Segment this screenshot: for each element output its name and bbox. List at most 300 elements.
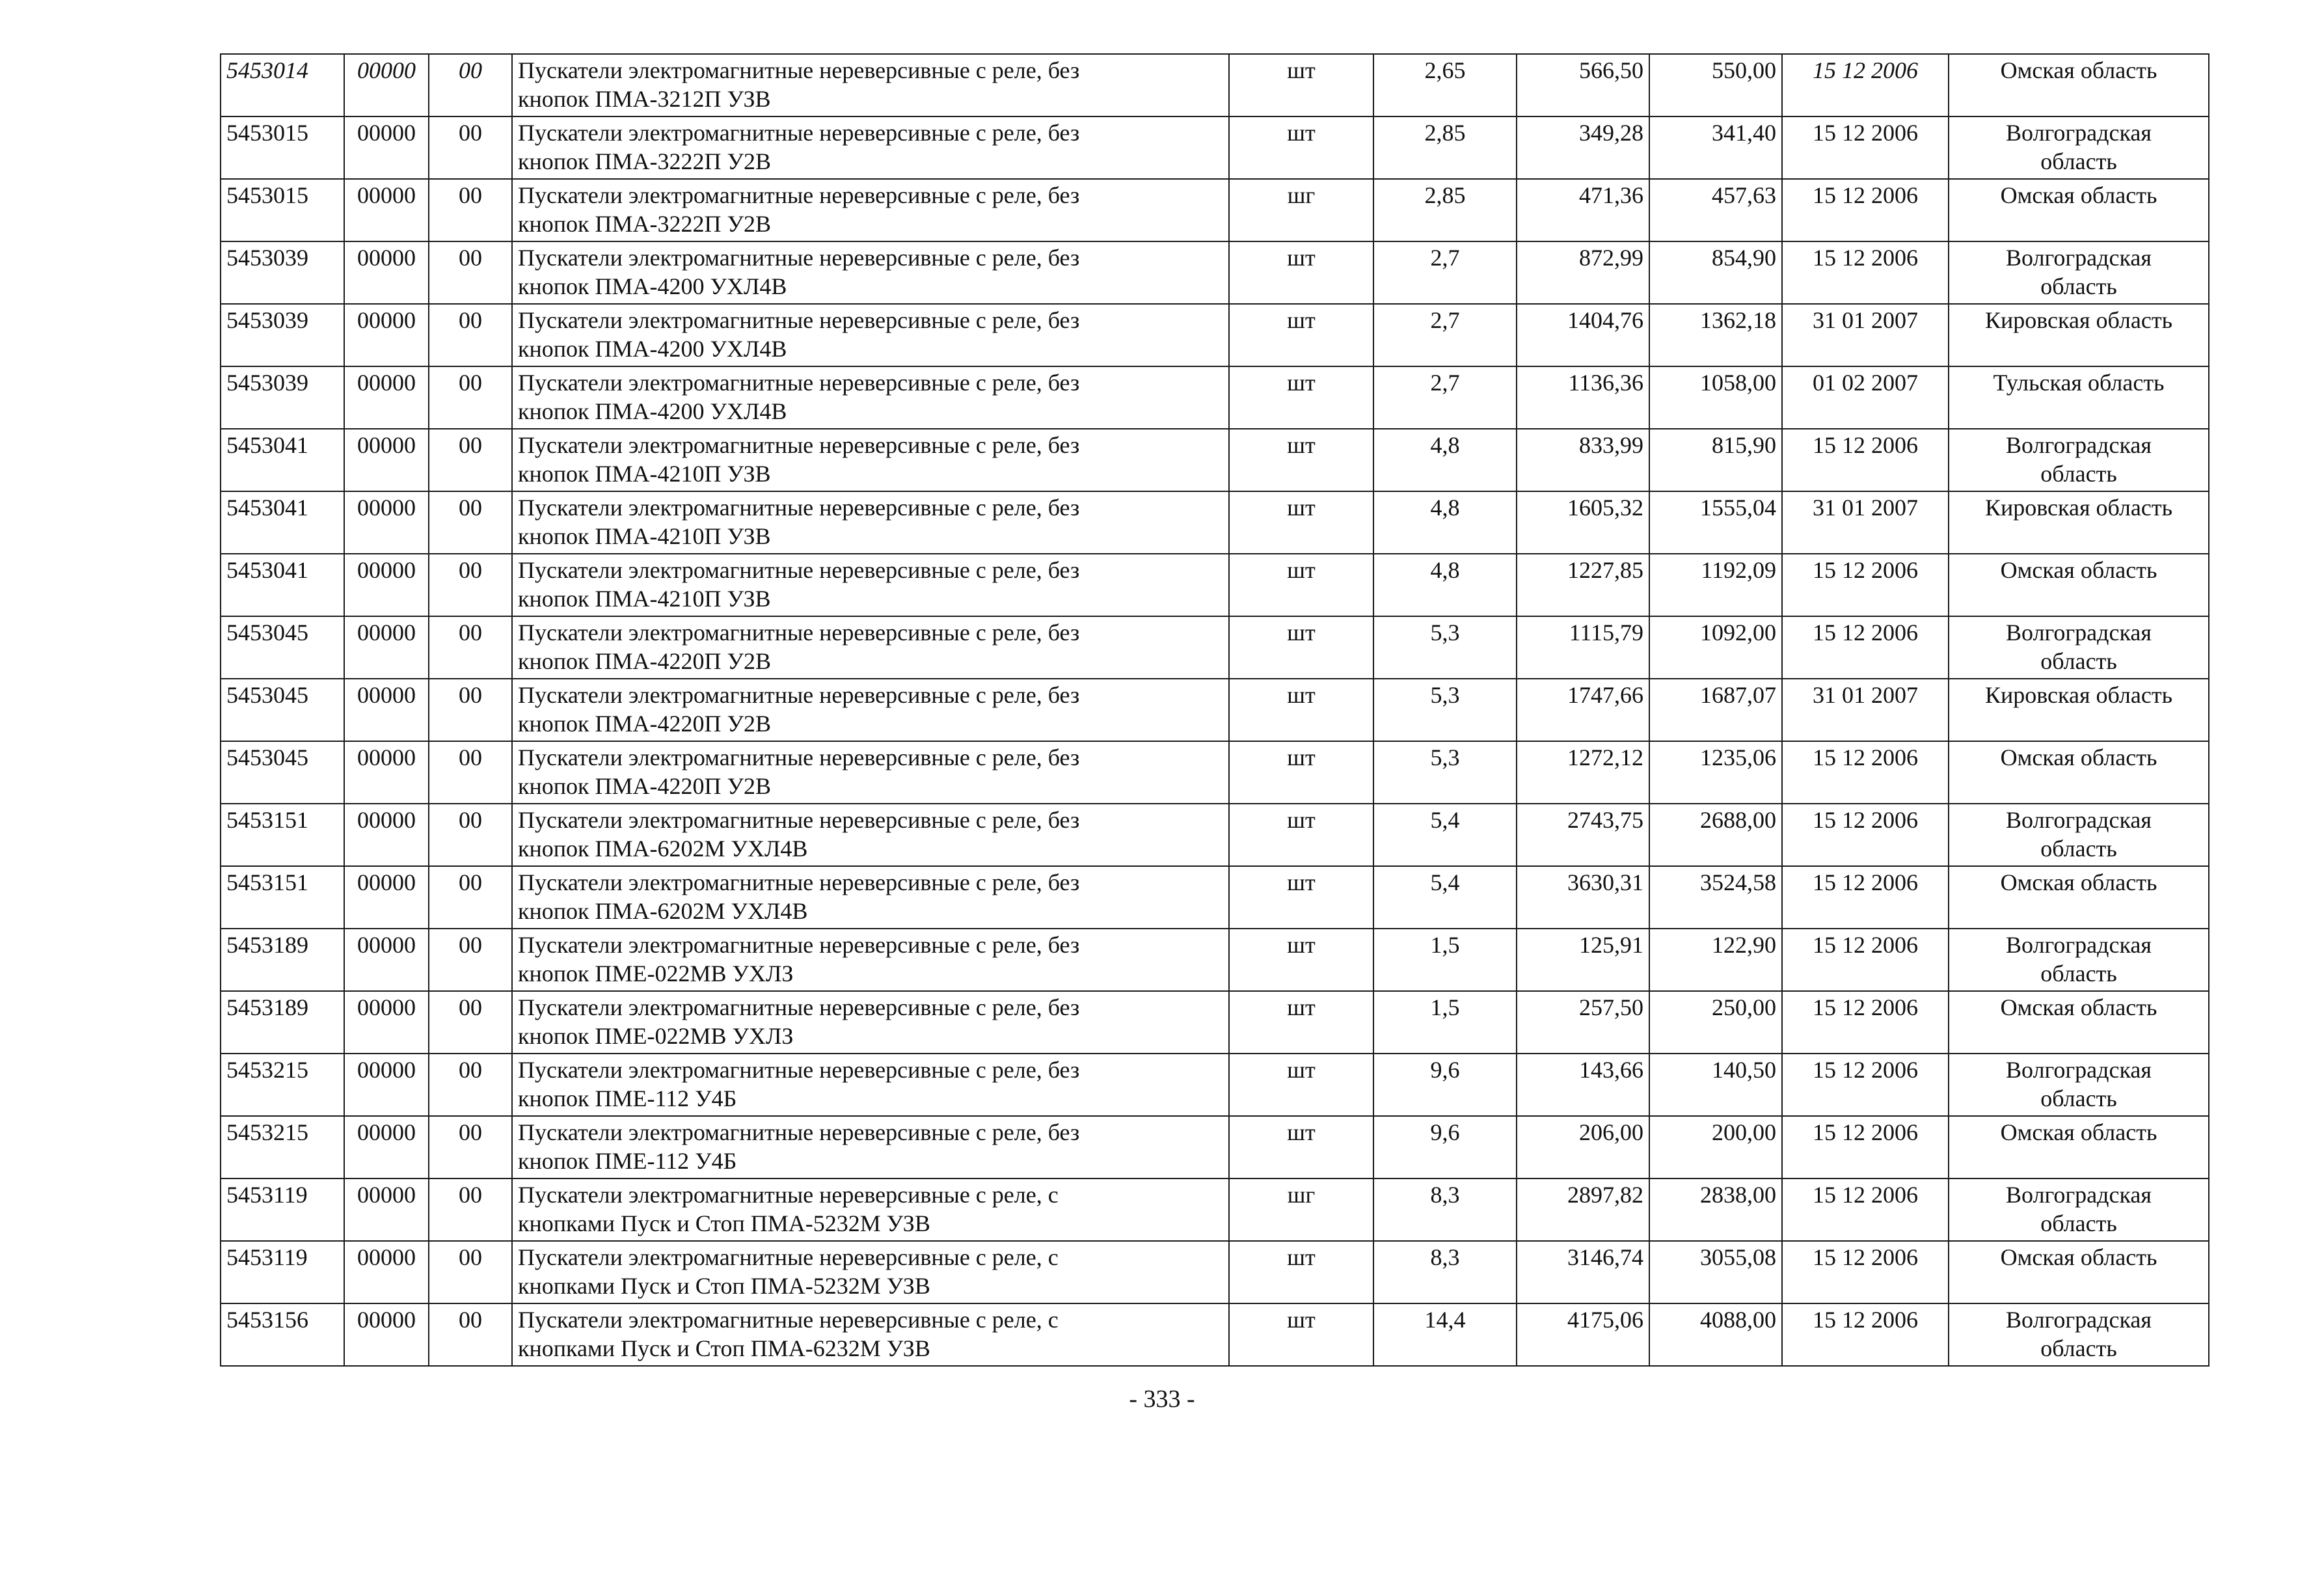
cell-region-line: область xyxy=(2040,148,2117,174)
cell-price: 341,40 xyxy=(1649,116,1782,179)
cell-description-line: Пускатели электромагнитные нереверсивные с реле, без xyxy=(518,57,1080,83)
cell-price: 1555,04 xyxy=(1649,491,1782,554)
cell-description-line: кнопок ПМА-4220П У2В xyxy=(518,711,772,737)
cell-subcode: 00000 xyxy=(344,554,429,616)
cell-coefficient: 2,7 xyxy=(1373,241,1517,304)
cell-region-line: Омская область xyxy=(2000,869,2157,895)
cell-description-line: кнопок ПМА-4210П УЗВ xyxy=(518,523,771,549)
cell-description xyxy=(512,491,1229,554)
cell-date: 15 12 2006 xyxy=(1782,429,1949,491)
cell-unit: шт xyxy=(1229,804,1373,866)
cell-description-line: кнопок ПМЕ-022МВ УХЛЗ xyxy=(518,960,794,987)
cell-price: 140,50 xyxy=(1649,1054,1782,1116)
table-row xyxy=(221,429,2209,491)
cell-description-line: Пускатели электромагнитные нереверсивные с реле, без xyxy=(518,495,1080,521)
cell-code: 5453215 xyxy=(221,1116,344,1178)
cell-description-line: кнопок ПМЕ-112 У4Б xyxy=(518,1148,737,1174)
cell-region xyxy=(1949,116,2209,179)
cell-subcode: 00000 xyxy=(344,804,429,866)
cell-code: 5453039 xyxy=(221,304,344,366)
cell-unit: шг xyxy=(1229,179,1373,241)
cell-price: 1235,06 xyxy=(1649,741,1782,804)
cell-region-line: Кировская область xyxy=(1984,495,2173,521)
cell-price: 3055,08 xyxy=(1649,1241,1782,1303)
cell-unit: шт xyxy=(1229,1241,1373,1303)
cell-coefficient: 5,4 xyxy=(1373,804,1517,866)
cell-zero-code: 00 xyxy=(429,679,512,741)
cell-price-with-tax: 4175,06 xyxy=(1517,1303,1649,1366)
cell-description-line: кнопок ПМА-4220П У2В xyxy=(518,648,772,674)
table-row xyxy=(221,54,2209,116)
cell-price-with-tax: 1227,85 xyxy=(1517,554,1649,616)
cell-coefficient: 2,65 xyxy=(1373,54,1517,116)
price-table xyxy=(220,53,2209,1367)
cell-region-line: Омская область xyxy=(2000,182,2157,208)
cell-price: 2688,00 xyxy=(1649,804,1782,866)
cell-region-line: Волгоградская xyxy=(2006,120,2152,146)
cell-description-line: Пускатели электромагнитные нереверсивные с реле, без xyxy=(518,620,1080,646)
cell-description-line: кнопок ПМА-4220П У2В xyxy=(518,773,772,799)
cell-description-line: Пускатели электромагнитные нереверсивные с реле, без xyxy=(518,307,1080,333)
cell-price-with-tax: 1605,32 xyxy=(1517,491,1649,554)
cell-region xyxy=(1949,866,2209,929)
cell-code: 5453045 xyxy=(221,616,344,679)
cell-subcode: 00000 xyxy=(344,304,429,366)
cell-region-line: область xyxy=(2040,960,2117,987)
cell-unit: шт xyxy=(1229,554,1373,616)
cell-price: 457,63 xyxy=(1649,179,1782,241)
cell-region-line: Волгоградская xyxy=(2006,1057,2152,1083)
cell-description-line: Пускатели электромагнитные нереверсивные с реле, с xyxy=(518,1244,1059,1270)
cell-subcode: 00000 xyxy=(344,679,429,741)
cell-description xyxy=(512,804,1229,866)
cell-coefficient: 5,3 xyxy=(1373,741,1517,804)
cell-price-with-tax: 1404,76 xyxy=(1517,304,1649,366)
cell-subcode: 00000 xyxy=(344,429,429,491)
cell-coefficient: 2,85 xyxy=(1373,179,1517,241)
cell-coefficient: 14,4 xyxy=(1373,1303,1517,1366)
cell-region-line: Омская область xyxy=(2000,994,2157,1020)
table-row xyxy=(221,929,2209,991)
cell-region-line: Волгоградская xyxy=(2006,807,2152,833)
cell-zero-code: 00 xyxy=(429,1054,512,1116)
cell-price: 2838,00 xyxy=(1649,1178,1782,1241)
cell-description-line: кнопок ПМЕ-022МВ УХЛЗ xyxy=(518,1023,794,1049)
cell-zero-code: 00 xyxy=(429,616,512,679)
cell-unit: шг xyxy=(1229,1178,1373,1241)
cell-code: 5453045 xyxy=(221,679,344,741)
cell-region-line: область xyxy=(2040,1335,2117,1361)
cell-zero-code: 00 xyxy=(429,491,512,554)
table-row xyxy=(221,1178,2209,1241)
cell-unit: шт xyxy=(1229,929,1373,991)
cell-price-with-tax: 2897,82 xyxy=(1517,1178,1649,1241)
cell-region-line: Кировская область xyxy=(1984,682,2173,708)
cell-description xyxy=(512,1178,1229,1241)
cell-price: 815,90 xyxy=(1649,429,1782,491)
cell-zero-code: 00 xyxy=(429,866,512,929)
cell-price-with-tax: 1272,12 xyxy=(1517,741,1649,804)
cell-description-line: кнопок ПМА-3222П У2В xyxy=(518,148,772,174)
cell-code: 5453151 xyxy=(221,866,344,929)
cell-date: 15 12 2006 xyxy=(1782,241,1949,304)
cell-coefficient: 5,3 xyxy=(1373,679,1517,741)
cell-subcode: 00000 xyxy=(344,1054,429,1116)
cell-description xyxy=(512,741,1229,804)
table-row xyxy=(221,116,2209,179)
cell-price-with-tax: 257,50 xyxy=(1517,991,1649,1054)
cell-description-line: кнопками Пуск и Стоп ПМА-5232М УЗВ xyxy=(518,1273,930,1299)
cell-description xyxy=(512,554,1229,616)
cell-price-with-tax: 566,50 xyxy=(1517,54,1649,116)
cell-region xyxy=(1949,429,2209,491)
cell-date: 15 12 2006 xyxy=(1782,54,1949,116)
cell-region xyxy=(1949,1116,2209,1178)
cell-price: 854,90 xyxy=(1649,241,1782,304)
cell-description-line: кнопок ПМА-3212П УЗВ xyxy=(518,86,771,112)
cell-price-with-tax: 206,00 xyxy=(1517,1116,1649,1178)
cell-zero-code: 00 xyxy=(429,366,512,429)
cell-description-line: кнопок ПМА-4200 УХЛ4В xyxy=(518,336,787,362)
table-row xyxy=(221,179,2209,241)
cell-description-line: Пускатели электромагнитные нереверсивные с реле, без xyxy=(518,1119,1080,1145)
cell-date: 15 12 2006 xyxy=(1782,616,1949,679)
cell-price: 122,90 xyxy=(1649,929,1782,991)
cell-price: 1092,00 xyxy=(1649,616,1782,679)
cell-price-with-tax: 471,36 xyxy=(1517,179,1649,241)
cell-coefficient: 2,7 xyxy=(1373,366,1517,429)
cell-description-line: кнопок ПМА-4200 УХЛ4В xyxy=(518,273,787,299)
cell-date: 15 12 2006 xyxy=(1782,1303,1949,1366)
cell-subcode: 00000 xyxy=(344,991,429,1054)
cell-description xyxy=(512,929,1229,991)
cell-region-line: Тульская область xyxy=(1993,370,2165,396)
cell-description xyxy=(512,241,1229,304)
cell-price: 4088,00 xyxy=(1649,1303,1782,1366)
cell-coefficient: 9,6 xyxy=(1373,1054,1517,1116)
cell-region-line: Волгоградская xyxy=(2006,932,2152,958)
cell-date: 15 12 2006 xyxy=(1782,1178,1949,1241)
cell-date: 15 12 2006 xyxy=(1782,554,1949,616)
cell-region-line: Волгоградская xyxy=(2006,1182,2152,1208)
page-number: - 333 - xyxy=(1129,1385,1195,1413)
table-row xyxy=(221,1116,2209,1178)
table-row xyxy=(221,804,2209,866)
cell-region-line: область xyxy=(2040,273,2117,299)
cell-zero-code: 00 xyxy=(429,1241,512,1303)
cell-description xyxy=(512,304,1229,366)
cell-description-line: Пускатели электромагнитные нереверсивные с реле, без xyxy=(518,370,1080,396)
cell-code: 5453045 xyxy=(221,741,344,804)
cell-coefficient: 2,7 xyxy=(1373,304,1517,366)
cell-region-line: Омская область xyxy=(2000,57,2157,83)
cell-subcode: 00000 xyxy=(344,179,429,241)
cell-description-line: кнопок ПМА-4210П УЗВ xyxy=(518,461,771,487)
table-row xyxy=(221,366,2209,429)
cell-description xyxy=(512,429,1229,491)
cell-description xyxy=(512,179,1229,241)
cell-code: 5453189 xyxy=(221,929,344,991)
cell-code: 5453039 xyxy=(221,366,344,429)
cell-date: 01 02 2007 xyxy=(1782,366,1949,429)
cell-code: 5453189 xyxy=(221,991,344,1054)
table-row xyxy=(221,991,2209,1054)
cell-unit: шт xyxy=(1229,429,1373,491)
cell-code: 5453119 xyxy=(221,1241,344,1303)
cell-unit: шт xyxy=(1229,679,1373,741)
cell-coefficient: 2,85 xyxy=(1373,116,1517,179)
table-row xyxy=(221,741,2209,804)
cell-code: 5453156 xyxy=(221,1303,344,1366)
cell-coefficient: 9,6 xyxy=(1373,1116,1517,1178)
cell-coefficient: 8,3 xyxy=(1373,1178,1517,1241)
cell-zero-code: 00 xyxy=(429,116,512,179)
cell-region xyxy=(1949,616,2209,679)
cell-region xyxy=(1949,554,2209,616)
cell-region-line: Омская область xyxy=(2000,557,2157,583)
cell-code: 5453015 xyxy=(221,179,344,241)
cell-price-with-tax: 3146,74 xyxy=(1517,1241,1649,1303)
cell-description xyxy=(512,991,1229,1054)
cell-subcode: 00000 xyxy=(344,1241,429,1303)
cell-description-line: Пускатели электромагнитные нереверсивные с реле, без xyxy=(518,869,1080,895)
cell-price-with-tax: 872,99 xyxy=(1517,241,1649,304)
cell-unit: шт xyxy=(1229,616,1373,679)
cell-subcode: 00000 xyxy=(344,491,429,554)
cell-description-line: Пускатели электромагнитные нереверсивные с реле, без xyxy=(518,744,1080,770)
cell-price-with-tax: 3630,31 xyxy=(1517,866,1649,929)
cell-code: 5453215 xyxy=(221,1054,344,1116)
cell-price-with-tax: 1747,66 xyxy=(1517,679,1649,741)
cell-description-line: кнопками Пуск и Стоп ПМА-6232М УЗВ xyxy=(518,1335,930,1361)
cell-description-line: Пускатели электромагнитные нереверсивные с реле, без xyxy=(518,1057,1080,1083)
cell-zero-code: 00 xyxy=(429,304,512,366)
cell-region xyxy=(1949,1303,2209,1366)
cell-unit: шт xyxy=(1229,366,1373,429)
cell-unit: шт xyxy=(1229,1054,1373,1116)
cell-date: 15 12 2006 xyxy=(1782,929,1949,991)
cell-price: 1362,18 xyxy=(1649,304,1782,366)
cell-region xyxy=(1949,991,2209,1054)
cell-description-line: Пускатели электромагнитные нереверсивные с реле, без xyxy=(518,994,1080,1020)
cell-region xyxy=(1949,1241,2209,1303)
cell-subcode: 00000 xyxy=(344,929,429,991)
cell-description-line: кнопок ПМЕ-112 У4Б xyxy=(518,1085,737,1111)
cell-subcode: 00000 xyxy=(344,241,429,304)
cell-region xyxy=(1949,179,2209,241)
cell-description-line: кнопок ПМА-3222П У2В xyxy=(518,211,772,237)
table-row xyxy=(221,1054,2209,1116)
cell-description xyxy=(512,1303,1229,1366)
cell-description xyxy=(512,1241,1229,1303)
cell-region xyxy=(1949,54,2209,116)
cell-date: 15 12 2006 xyxy=(1782,1241,1949,1303)
cell-code: 5453119 xyxy=(221,1178,344,1241)
cell-subcode: 00000 xyxy=(344,1178,429,1241)
cell-description-line: кнопками Пуск и Стоп ПМА-5232М УЗВ xyxy=(518,1210,930,1236)
cell-price: 200,00 xyxy=(1649,1116,1782,1178)
cell-region-line: Омская область xyxy=(2000,1119,2157,1145)
table-row xyxy=(221,1303,2209,1366)
cell-coefficient: 1,5 xyxy=(1373,991,1517,1054)
cell-description-line: Пускатели электромагнитные нереверсивные с реле, с xyxy=(518,1307,1059,1333)
cell-region xyxy=(1949,804,2209,866)
cell-price-with-tax: 1136,36 xyxy=(1517,366,1649,429)
table-row xyxy=(221,491,2209,554)
table-row xyxy=(221,616,2209,679)
cell-code: 5453041 xyxy=(221,554,344,616)
cell-date: 15 12 2006 xyxy=(1782,741,1949,804)
cell-date: 15 12 2006 xyxy=(1782,866,1949,929)
cell-code: 5453014 xyxy=(221,54,344,116)
cell-date: 15 12 2006 xyxy=(1782,1116,1949,1178)
cell-unit: шт xyxy=(1229,866,1373,929)
cell-description xyxy=(512,866,1229,929)
cell-coefficient: 1,5 xyxy=(1373,929,1517,991)
cell-region xyxy=(1949,929,2209,991)
cell-price-with-tax: 2743,75 xyxy=(1517,804,1649,866)
cell-region xyxy=(1949,491,2209,554)
cell-region-line: область xyxy=(2040,461,2117,487)
cell-price: 1058,00 xyxy=(1649,366,1782,429)
cell-unit: шт xyxy=(1229,54,1373,116)
cell-price: 1687,07 xyxy=(1649,679,1782,741)
cell-zero-code: 00 xyxy=(429,1303,512,1366)
cell-description-line: кнопок ПМА-6202М УХЛ4В xyxy=(518,836,808,862)
cell-description-line: кнопок ПМА-4210П УЗВ xyxy=(518,586,771,612)
cell-description-line: Пускатели электромагнитные нереверсивные с реле, без xyxy=(518,120,1080,146)
cell-zero-code: 00 xyxy=(429,554,512,616)
cell-region-line: Кировская область xyxy=(1984,307,2173,333)
cell-region-line: область xyxy=(2040,1210,2117,1236)
cell-date: 31 01 2007 xyxy=(1782,679,1949,741)
cell-region-line: Волгоградская xyxy=(2006,1307,2152,1333)
cell-zero-code: 00 xyxy=(429,929,512,991)
cell-region-line: область xyxy=(2040,648,2117,674)
cell-region xyxy=(1949,741,2209,804)
cell-coefficient: 5,3 xyxy=(1373,616,1517,679)
cell-description-line: кнопок ПМА-4200 УХЛ4В xyxy=(518,398,787,424)
cell-coefficient: 4,8 xyxy=(1373,554,1517,616)
cell-date: 31 01 2007 xyxy=(1782,304,1949,366)
cell-zero-code: 00 xyxy=(429,804,512,866)
cell-date: 15 12 2006 xyxy=(1782,991,1949,1054)
cell-region-line: Волгоградская xyxy=(2006,432,2152,458)
cell-subcode: 00000 xyxy=(344,741,429,804)
cell-unit: шт xyxy=(1229,241,1373,304)
cell-region xyxy=(1949,304,2209,366)
cell-region xyxy=(1949,241,2209,304)
cell-date: 15 12 2006 xyxy=(1782,804,1949,866)
cell-region xyxy=(1949,1054,2209,1116)
cell-price-with-tax: 349,28 xyxy=(1517,116,1649,179)
cell-zero-code: 00 xyxy=(429,429,512,491)
cell-description xyxy=(512,1116,1229,1178)
cell-coefficient: 8,3 xyxy=(1373,1241,1517,1303)
cell-description-line: Пускатели электромагнитные нереверсивные с реле, без xyxy=(518,682,1080,708)
cell-code: 5453041 xyxy=(221,429,344,491)
cell-region-line: область xyxy=(2040,836,2117,862)
cell-subcode: 00000 xyxy=(344,866,429,929)
cell-unit: шт xyxy=(1229,1116,1373,1178)
cell-zero-code: 00 xyxy=(429,54,512,116)
cell-region-line: область xyxy=(2040,1085,2117,1111)
cell-description-line: Пускатели электромагнитные нереверсивные с реле, с xyxy=(518,1182,1059,1208)
cell-description xyxy=(512,54,1229,116)
cell-description xyxy=(512,116,1229,179)
table-body xyxy=(221,54,2209,1366)
table-row xyxy=(221,679,2209,741)
cell-unit: шт xyxy=(1229,116,1373,179)
cell-description xyxy=(512,366,1229,429)
table-row xyxy=(221,304,2209,366)
cell-region xyxy=(1949,679,2209,741)
cell-zero-code: 00 xyxy=(429,741,512,804)
cell-price-with-tax: 143,66 xyxy=(1517,1054,1649,1116)
cell-unit: шт xyxy=(1229,304,1373,366)
cell-price: 250,00 xyxy=(1649,991,1782,1054)
cell-date: 15 12 2006 xyxy=(1782,179,1949,241)
cell-description xyxy=(512,616,1229,679)
cell-subcode: 00000 xyxy=(344,616,429,679)
cell-coefficient: 4,8 xyxy=(1373,429,1517,491)
cell-description-line: Пускатели электромагнитные нереверсивные с реле, без xyxy=(518,432,1080,458)
cell-price-with-tax: 125,91 xyxy=(1517,929,1649,991)
cell-region-line: Волгоградская xyxy=(2006,620,2152,646)
cell-code: 5453039 xyxy=(221,241,344,304)
cell-unit: шт xyxy=(1229,741,1373,804)
cell-subcode: 00000 xyxy=(344,1303,429,1366)
cell-description-line: кнопок ПМА-6202М УХЛ4В xyxy=(518,898,808,924)
cell-code: 5453015 xyxy=(221,116,344,179)
cell-description xyxy=(512,1054,1229,1116)
cell-unit: шт xyxy=(1229,491,1373,554)
cell-price-with-tax: 833,99 xyxy=(1517,429,1649,491)
cell-zero-code: 00 xyxy=(429,179,512,241)
cell-coefficient: 5,4 xyxy=(1373,866,1517,929)
cell-date: 31 01 2007 xyxy=(1782,491,1949,554)
cell-description-line: Пускатели электромагнитные нереверсивные с реле, без xyxy=(518,807,1080,833)
cell-description-line: Пускатели электромагнитные нереверсивные с реле, без xyxy=(518,932,1080,958)
table-row xyxy=(221,866,2209,929)
cell-code: 5453151 xyxy=(221,804,344,866)
cell-region xyxy=(1949,366,2209,429)
cell-code: 5453041 xyxy=(221,491,344,554)
cell-region-line: Омская область xyxy=(2000,744,2157,770)
cell-description xyxy=(512,679,1229,741)
table-row xyxy=(221,554,2209,616)
cell-date: 15 12 2006 xyxy=(1782,116,1949,179)
cell-subcode: 00000 xyxy=(344,116,429,179)
cell-subcode: 00000 xyxy=(344,54,429,116)
cell-description-line: Пускатели электромагнитные нереверсивные с реле, без xyxy=(518,245,1080,271)
cell-region-line: Омская область xyxy=(2000,1244,2157,1270)
cell-zero-code: 00 xyxy=(429,1116,512,1178)
cell-description-line: Пускатели электромагнитные нереверсивные с реле, без xyxy=(518,557,1080,583)
cell-date: 15 12 2006 xyxy=(1782,1054,1949,1116)
cell-price: 3524,58 xyxy=(1649,866,1782,929)
cell-unit: шт xyxy=(1229,1303,1373,1366)
cell-zero-code: 00 xyxy=(429,991,512,1054)
cell-description-line: Пускатели электромагнитные нереверсивные с реле, без xyxy=(518,182,1080,208)
cell-zero-code: 00 xyxy=(429,1178,512,1241)
table-row xyxy=(221,1241,2209,1303)
table-row xyxy=(221,241,2209,304)
cell-subcode: 00000 xyxy=(344,366,429,429)
cell-coefficient: 4,8 xyxy=(1373,491,1517,554)
cell-price: 550,00 xyxy=(1649,54,1782,116)
cell-zero-code: 00 xyxy=(429,241,512,304)
